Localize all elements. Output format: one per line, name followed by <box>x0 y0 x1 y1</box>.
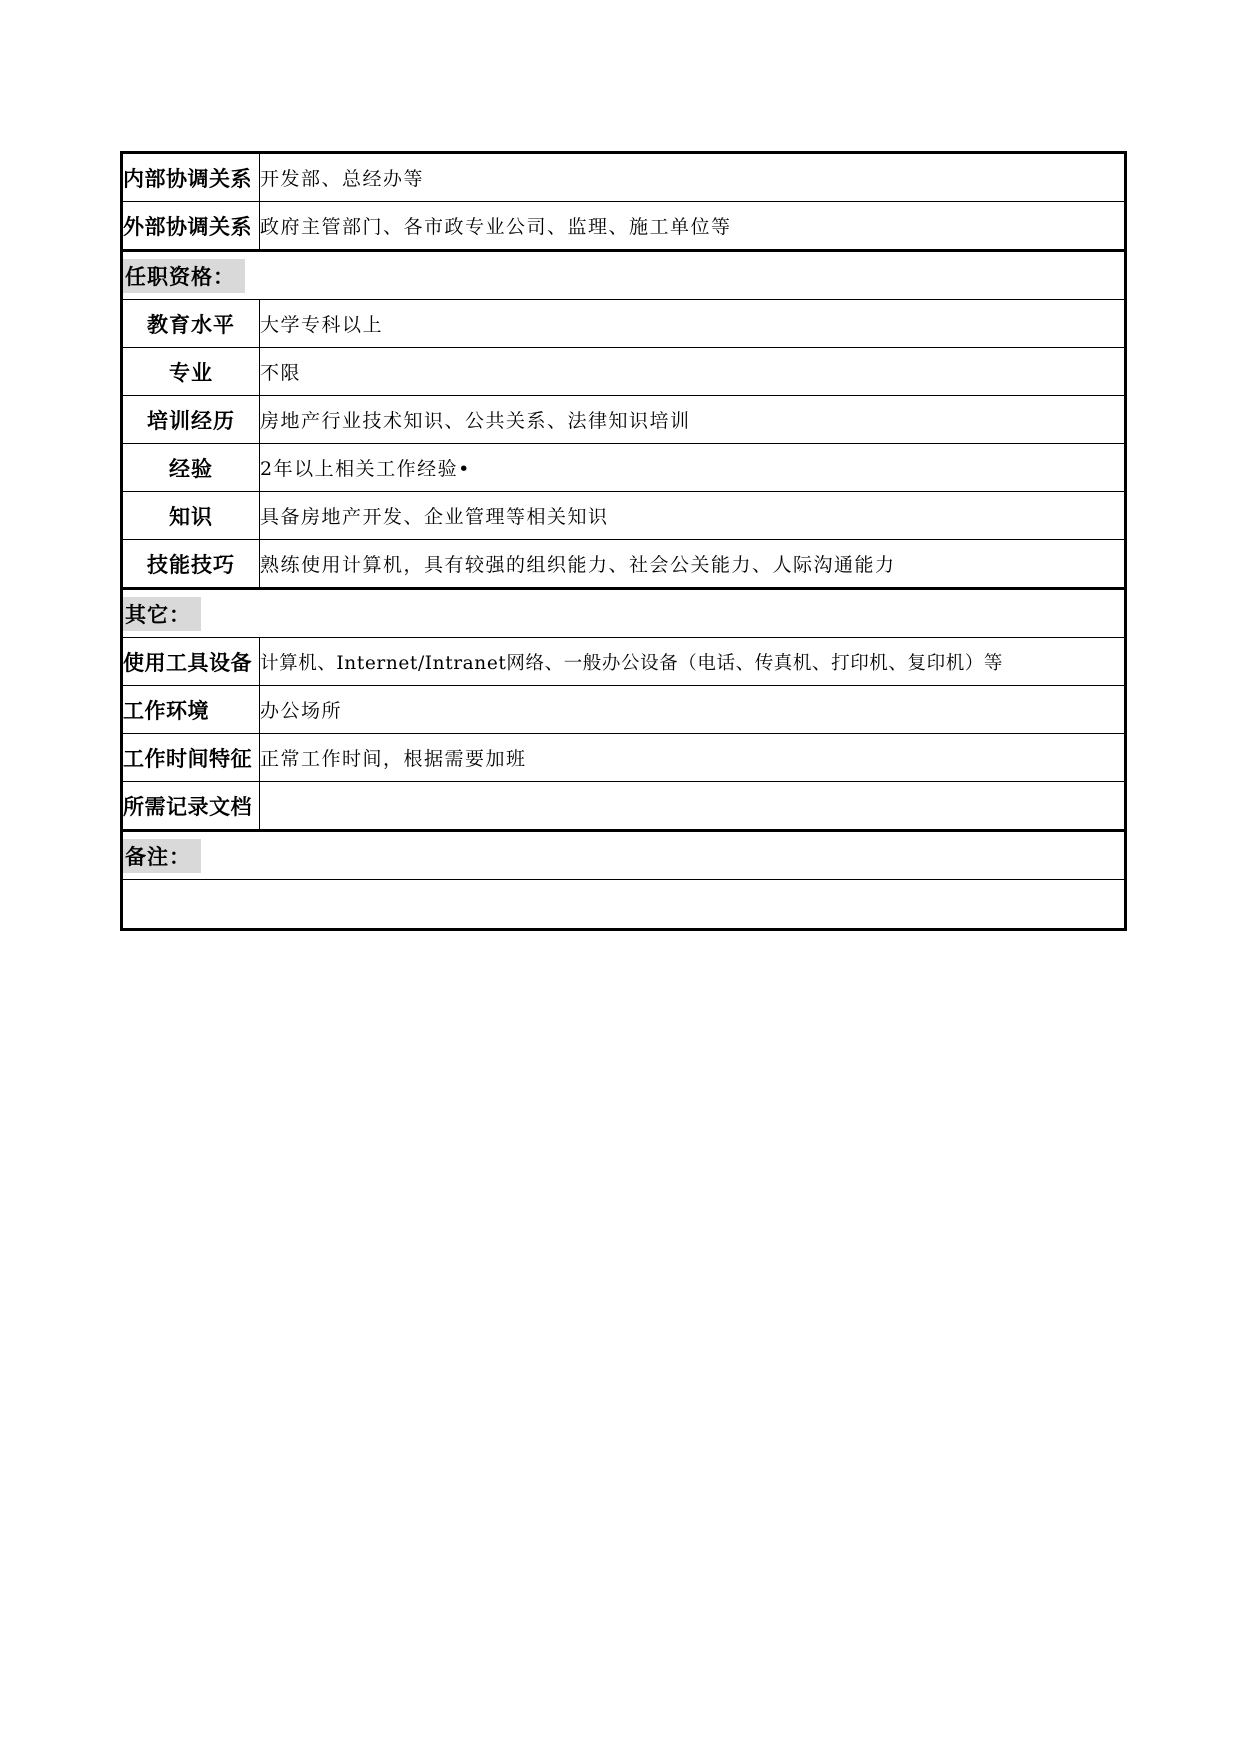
experience-value: 2年以上相关工作经验• <box>260 444 1126 492</box>
documents-value <box>260 782 1126 831</box>
knowledge-label: 知识 <box>122 492 260 540</box>
remarks-row <box>122 880 1126 930</box>
table-row <box>122 782 1126 831</box>
table-row <box>122 686 1126 734</box>
table-row <box>122 300 1126 348</box>
environment-value: 办公场所 <box>260 686 1126 734</box>
others-title: 其它： <box>123 597 201 631</box>
others-section-header <box>122 589 1126 638</box>
table-row <box>122 396 1126 444</box>
major-value: 不限 <box>260 348 1126 396</box>
external-coordination-value: 政府主管部门、各市政专业公司、监理、施工单位等 <box>260 202 1126 251</box>
training-label: 培训经历 <box>122 396 260 444</box>
internal-coordination-label: 内部协调关系 <box>122 153 260 202</box>
remarks-section-header <box>122 831 1126 880</box>
table-row <box>122 734 1126 782</box>
tools-value: 计算机、Internet/Intranet网络、一般办公设备（电话、传真机、打印机、复印机）等 <box>260 638 1126 686</box>
tools-label: 使用工具设备 <box>122 638 260 686</box>
table-row <box>122 202 1126 251</box>
skills-label: 技能技巧 <box>122 540 260 589</box>
skills-value: 熟练使用计算机，具有较强的组织能力、社会公关能力、人际沟通能力 <box>260 540 1126 589</box>
table-row <box>122 638 1126 686</box>
training-value: 房地产行业技术知识、公共关系、法律知识培训 <box>260 396 1126 444</box>
major-label: 专业 <box>122 348 260 396</box>
remarks-title: 备注： <box>123 839 201 873</box>
external-coordination-label: 外部协调关系 <box>122 202 260 251</box>
work-hours-label: 工作时间特征 <box>122 734 260 782</box>
qualifications-section-header <box>122 251 1126 300</box>
table-row <box>122 540 1126 589</box>
remarks-value <box>122 880 1126 930</box>
knowledge-value: 具备房地产开发、企业管理等相关知识 <box>260 492 1126 540</box>
education-value: 大学专科以上 <box>260 300 1126 348</box>
qualifications-title: 任职资格： <box>123 259 245 293</box>
education-label: 教育水平 <box>122 300 260 348</box>
table-row <box>122 444 1126 492</box>
work-hours-value: 正常工作时间，根据需要加班 <box>260 734 1126 782</box>
internal-coordination-value: 开发部、总经办等 <box>260 153 1126 202</box>
table-row <box>122 492 1126 540</box>
documents-label: 所需记录文档 <box>122 782 260 831</box>
table-row <box>122 153 1126 202</box>
table-row <box>122 348 1126 396</box>
environment-label: 工作环境 <box>122 686 260 734</box>
experience-label: 经验 <box>122 444 260 492</box>
job-description-table <box>120 151 1127 931</box>
